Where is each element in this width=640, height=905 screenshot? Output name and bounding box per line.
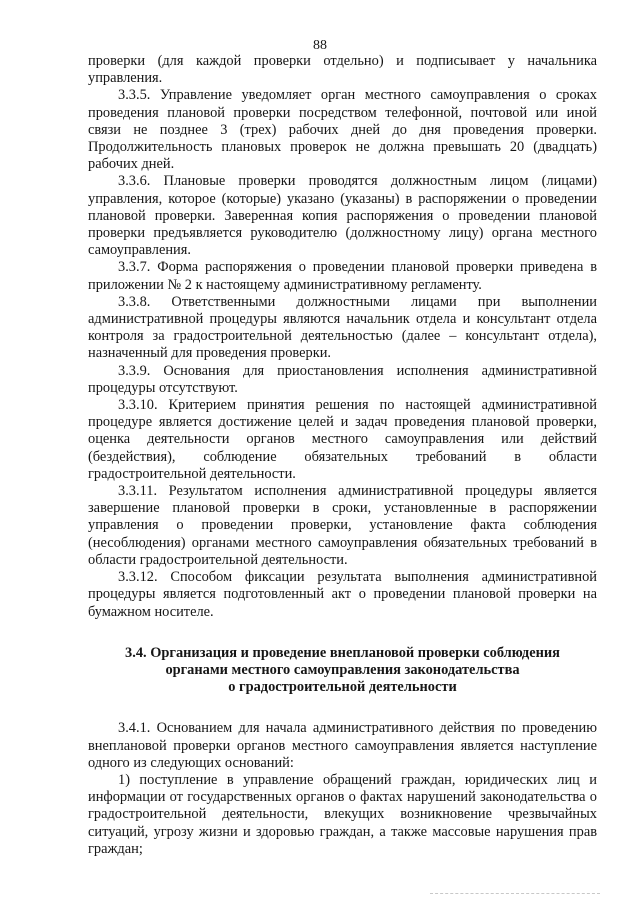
paragraph-3-4-1: 3.4.1. Основанием для начала административного действия по проведению внеплановой проверки органов местного самоуправления является наступление одного из следующих оснований: bbox=[88, 720, 597, 771]
paragraph-3-3-12: 3.3.12. Способом фиксации результата выполнения административной процедуры является подготовленный акт о проведении плановой проверки на бумажном носителе. bbox=[88, 569, 597, 620]
paragraph-3-3-8: 3.3.8. Ответственными должностными лицами при выполнении административной процедуры являются начальник отдела и консультант отдела контроля за градостроительной деятельностью (далее – консультант отдела), назначенный для проведения проверки. bbox=[88, 293, 597, 362]
paragraph-3-3-10: 3.3.10. Критерием принятия решения по настоящей административной процедуре является достижение целей и задач проведения плановой проверки, оценка деятельности органов местного самоуправления или действий (бездействия), соблюдение обязательных требований в области градостроительной деятельности. bbox=[88, 397, 597, 482]
scan-artifact-line bbox=[430, 893, 600, 894]
paragraph-3-3-6: 3.3.6. Плановые проверки проводятся должностным лицом (лицами) управления, которое (которые) указано (указаны) в распоряжении о проведении плановой проверки. Заверенная копия распоряжения о проведении плановой проверки предъявляется руководителю (должностному лицу) органа местного самоуправления. bbox=[88, 173, 597, 259]
section-heading-line: о градостроительной деятельности bbox=[228, 679, 457, 696]
section-heading-3-4 bbox=[88, 645, 597, 697]
page-number: 88 bbox=[313, 38, 327, 53]
list-item-1: 1) поступление в управление обращений граждан, юридических лиц и информации от государственных органов о фактах нарушений законодательства о градостроительной деятельности, влекущих возникновение чрезвычайных ситуаций, угрозу жизни и здоровью граждан, а также массовые нарушения прав граждан; bbox=[88, 771, 597, 857]
paragraph-3-3-7: 3.3.7. Форма распоряжения о проведении плановой проверки приведена в приложении № 2 к настоящему административному регламенту. bbox=[88, 259, 597, 293]
paragraph-3-3-9: 3.3.9. Основания для приостановления исполнения административной процедуры отсутствуют. bbox=[88, 362, 597, 396]
section-heading-line: 3.4. Организация и проведение внеплановой проверки соблюдения bbox=[125, 644, 560, 661]
document-body bbox=[88, 53, 597, 858]
section-heading-line: органами местного самоуправления законодательства bbox=[165, 661, 520, 678]
paragraph-3-3-5: 3.3.5. Управление уведомляет орган местного самоуправления о сроках проведения плановой проверки посредством телефонной, почтовой или иной связи не позднее 3 (трех) рабочих дней до дня проведения проверки. Продолжительность плановых проверок не должна превышать 20 (двадцать) рабочих дней. bbox=[88, 87, 597, 173]
paragraph-continuation: проверки (для каждой проверки отдельно) и подписывает у начальника управления. bbox=[88, 53, 597, 87]
paragraph-3-3-11: 3.3.11. Результатом исполнения административной процедуры является завершение плановой проверки в сроки, установленные в распоряжении управления о проведении проверки, установление факта соблюдения (несоблюдения) органами местного самоуправления обязательных требований в области градостроительной деятельности. bbox=[88, 483, 597, 568]
